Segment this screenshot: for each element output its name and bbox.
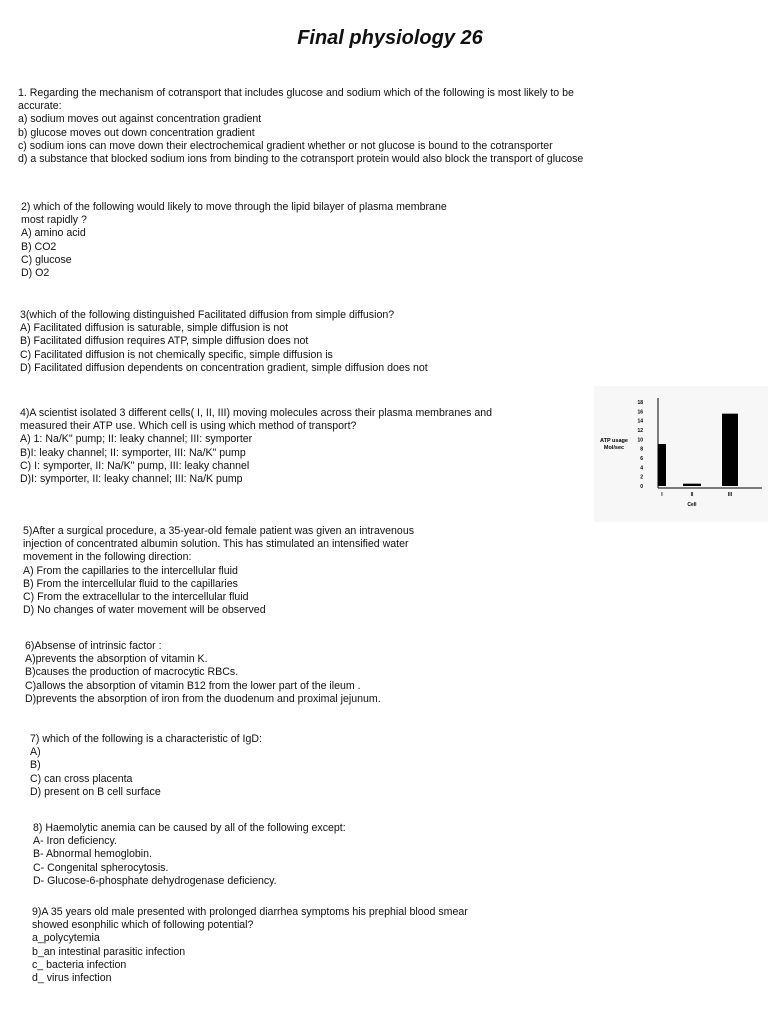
question-line: A) Facilitated diffusion is saturable, simple diffusion is not [20, 322, 289, 335]
question-line: C) can cross placenta [30, 772, 133, 785]
question-stem: 6)Absense of intrinsic factor : [25, 640, 162, 652]
chart-bar [658, 444, 666, 486]
question-8 [33, 822, 346, 888]
question-line: D) No changes of water movement will be observed [23, 604, 266, 617]
question-1 [18, 87, 583, 166]
question-6 [25, 640, 381, 706]
question-line: movement in the following direction: [23, 551, 192, 564]
question-line: C) Facilitated diffusion is not chemically specific, simple diffusion is [20, 348, 333, 361]
question-line: injection of concentrated albumin solution. This has stimulated an intensified water [23, 538, 409, 551]
chart-y-tick-label: 10 [637, 437, 643, 444]
question-stem: 9)A 35 years old male presented with prolonged diarrhea symptoms his prephial blood smear [32, 906, 468, 918]
question-line: measured their ATP use. Which cell is using which method of transport? [20, 420, 357, 433]
question-stem: 3(which of the following distinguished Facilitated diffusion from simple diffusion? [20, 309, 395, 321]
chart-y-tick-label: 14 [637, 418, 643, 425]
chart-x-tick-label: I [661, 492, 663, 498]
question-line: d_ virus infection [32, 972, 112, 985]
chart-y-tick-label: 0 [640, 484, 643, 490]
chart-y-tick-label: 16 [637, 409, 643, 416]
question-line: A)prevents the absorption of vitamin K. [25, 653, 208, 666]
chart-y-ticks [637, 400, 643, 490]
question-line: a_polycytemia [32, 932, 100, 945]
question-line: B) Facilitated diffusion requires ATP, simple diffusion does not [20, 335, 309, 348]
question-line: B) From the intercellular fluid to the capillaries [23, 577, 238, 590]
chart-y-tick-label: 4 [640, 465, 643, 472]
question-stem: 2) which of the following would likely to move through the lipid bilayer of plasma membrane [21, 201, 447, 213]
chart-bar [722, 414, 738, 486]
chart-x-tick-label: III [727, 492, 733, 498]
question-line: B) [30, 759, 41, 772]
question-stem: 8) Haemolytic anemia can be caused by all of the following except: [33, 822, 346, 834]
question-stem: 1. Regarding the mechanism of cotransport that includes glucose and sodium which of the following is most likely to be [18, 87, 574, 99]
chart-y-tick-label: 2 [640, 474, 643, 481]
question-line: B)causes the production of macrocytic RBCs. [25, 666, 239, 679]
question-line: c_ bacteria infection [32, 958, 127, 971]
question-stem: 5)After a surgical procedure, a 35-year-old female patient was given an intravenous [23, 525, 415, 537]
chart-bars [658, 414, 738, 486]
question-line: D- Glucose-6-phosphate dehydrogenase deficiency. [33, 874, 277, 887]
question-line: D) O2 [21, 267, 50, 280]
question-7 [30, 733, 262, 799]
question-3 [20, 309, 428, 375]
question-line: D)I: symporter, II: leaky channel; III: Na/K pump [20, 473, 243, 486]
question-9 [32, 906, 468, 985]
question-line: C) From the extracellular to the intercellular fluid [23, 591, 249, 604]
chart-x-tick-label: II [690, 492, 694, 498]
question-line: b) glucose moves out down concentration gradient [18, 126, 255, 139]
question-line: d) a substance that blocked sodium ions from binding to the cotransport protein would also block the transport of glucose [18, 153, 584, 166]
question-line: C) glucose [21, 253, 72, 266]
question-line: A) From the capillaries to the intercellular fluid [23, 564, 238, 577]
page-title: Final physiology 26 [297, 27, 483, 49]
question-line: A) [30, 746, 41, 759]
question-line: b_an intestinal parasitic infection [32, 945, 186, 958]
question-line: B)I: leaky channel; II: symporter, III: Na/K" pump [20, 446, 246, 459]
question-stem: 7) which of the following is a characteristic of IgD: [30, 733, 262, 745]
question-line: showed esonphilic which of following potential? [32, 919, 254, 932]
question-line: A) amino acid [21, 227, 86, 240]
question-4 [20, 407, 492, 486]
question-line: D) Facilitated diffusion dependents on concentration gradient, simple diffusion does not [20, 361, 428, 374]
question-line: a) sodium moves out against concentration gradient [18, 113, 262, 126]
chart-y-tick-label: 18 [637, 400, 643, 406]
question-line: C- Congenital spherocytosis. [33, 861, 169, 874]
chart-bar [683, 484, 701, 486]
question-line: most rapidly ? [21, 214, 87, 227]
question-stem: 4)A scientist isolated 3 different cells( I, II, III) moving molecules across their plasma membranes and [20, 407, 493, 419]
question-line: D) present on B cell surface [30, 785, 161, 798]
chart-y-axis-label: ATP usage Mol/sec [600, 438, 628, 451]
question-5 [23, 525, 414, 617]
question-line: accurate: [18, 100, 62, 113]
question-line: C) I: symporter, II: Na/K" pump, III: leaky channel [20, 459, 250, 472]
question-line: A- Iron deficiency. [33, 835, 117, 848]
question-line: c) sodium ions can move down their electrochemical gradient whether or not glucose is bound to the cotransporter [18, 139, 553, 152]
chart-x-axis-label: Cell [687, 502, 697, 508]
chart-y-tick-label: 8 [640, 446, 643, 453]
chart-y-tick-label: 6 [640, 456, 643, 462]
atp-usage-chart-svg [594, 386, 768, 522]
question-line: B) CO2 [21, 240, 57, 253]
question-2 [21, 201, 447, 280]
question-line: C)allows the absorption of vitamin B12 from the lower part of the ileum . [25, 679, 361, 692]
question-line: A) 1: Na/K" pump; II: leaky channel; III: symporter [20, 433, 253, 446]
chart-x-ticks [661, 492, 732, 498]
question-line: D)prevents the absorption of iron from the duodenum and proximal jejunum. [25, 692, 381, 705]
question-line: B- Abnormal hemoglobin. [33, 848, 152, 861]
atp-usage-chart [594, 386, 768, 522]
chart-y-tick-label: 12 [637, 428, 643, 434]
